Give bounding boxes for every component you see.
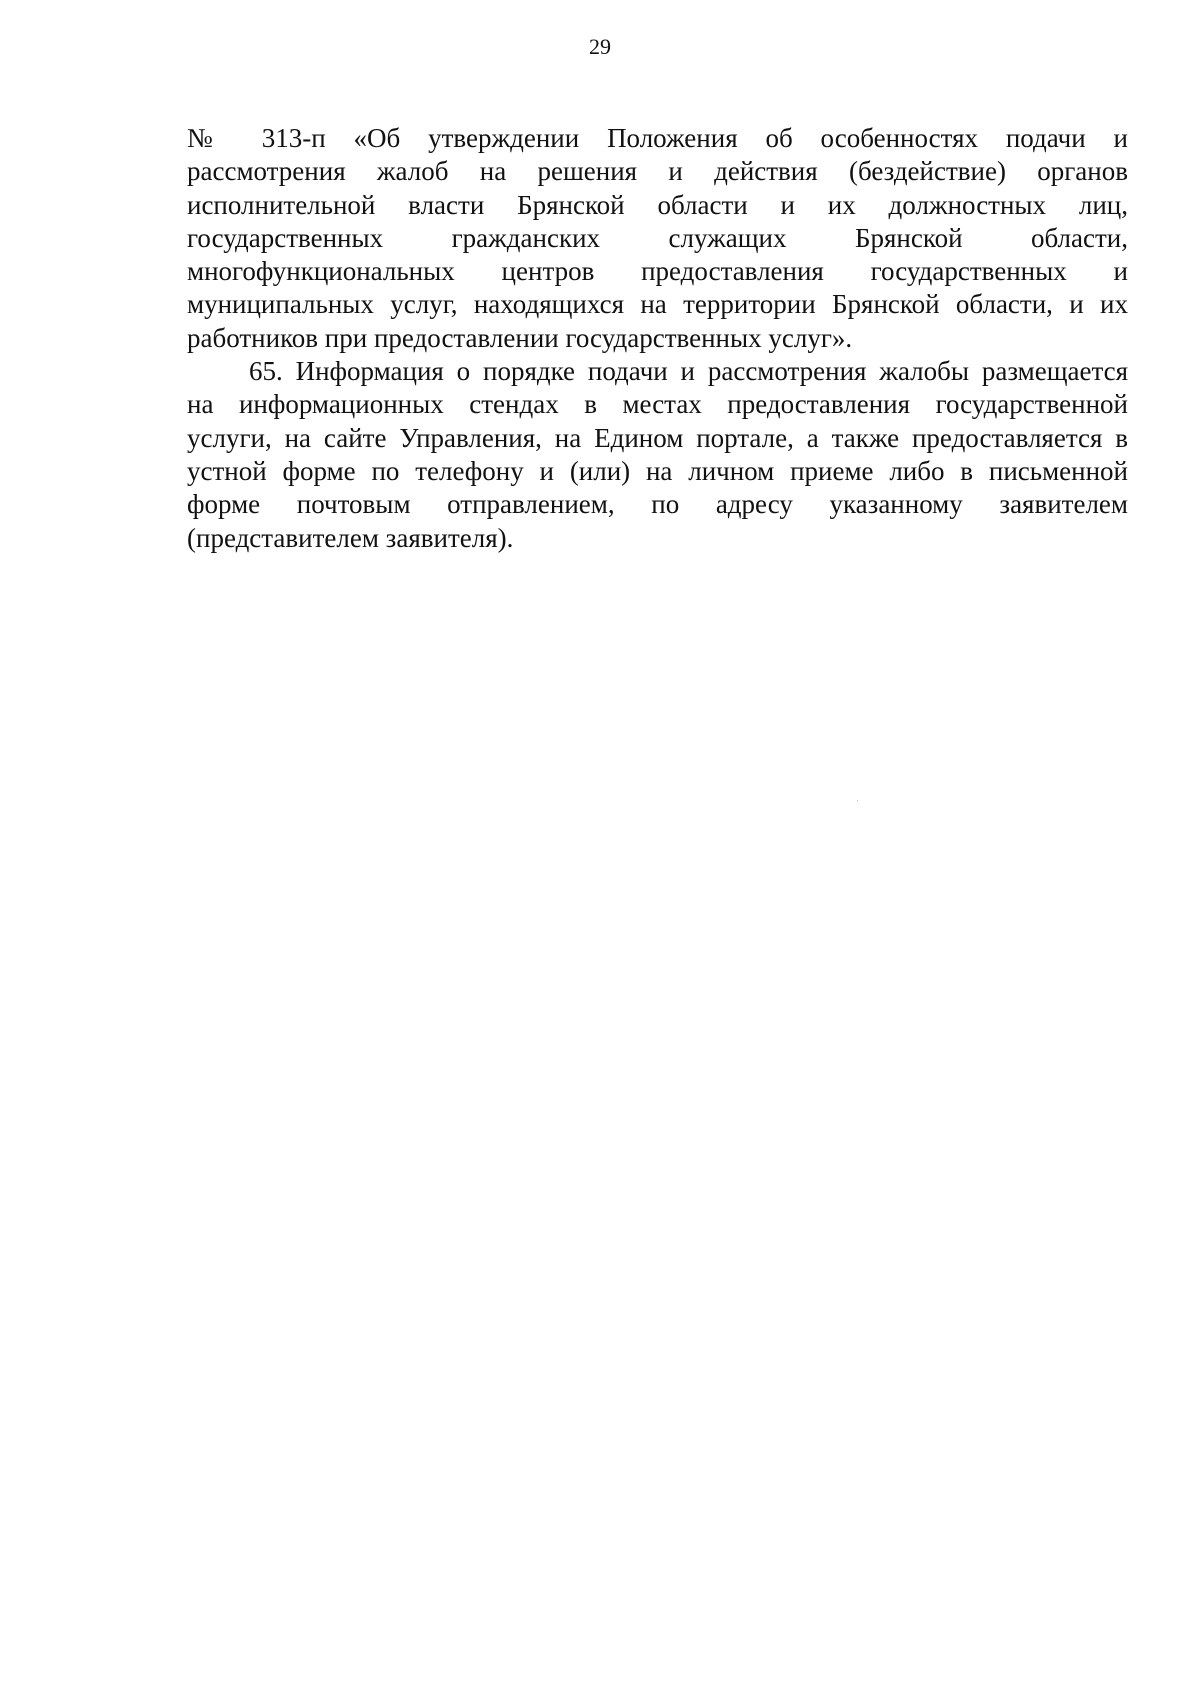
text-line: форме почтовым отправлением, по адресу указанному заявителем [187,489,1128,520]
text-line: устной форме по телефону и (или) на личном приеме либо в письменной [187,455,1128,486]
paragraph-1 [187,122,1128,355]
text-line: государственных гражданских служащих Брянской области, [187,222,1128,253]
text-line: на информационных стендах в местах предоставления государственной [187,389,1128,420]
paragraph-2 [187,355,1128,555]
text-line: многофункциональных центров предоставления государственных и [187,256,1128,287]
scan-speck [857,800,858,801]
text-line: (представителем заявителя). [187,522,514,553]
text-line: работников при предоставлении государственных услуг». [187,322,853,353]
document-body [187,122,1128,555]
text-line: услуги, на сайте Управления, на Едином портале, а также предоставляется в [187,422,1128,453]
page-number: 29 [589,34,611,59]
text-line: 65. Информация о порядке подачи и рассмотрения жалобы размещается [249,356,1128,387]
text-line: муниципальных услуг, находящихся на территории Брянской области, и их [187,289,1128,320]
text-line: № 313-п «Об утверждении Положения об особенностях подачи и [187,123,1128,153]
text-line: рассмотрения жалоб на решения и действия (бездействие) органов [187,156,1128,187]
text-line: исполнительной власти Брянской области и их должностных лиц, [187,189,1128,220]
